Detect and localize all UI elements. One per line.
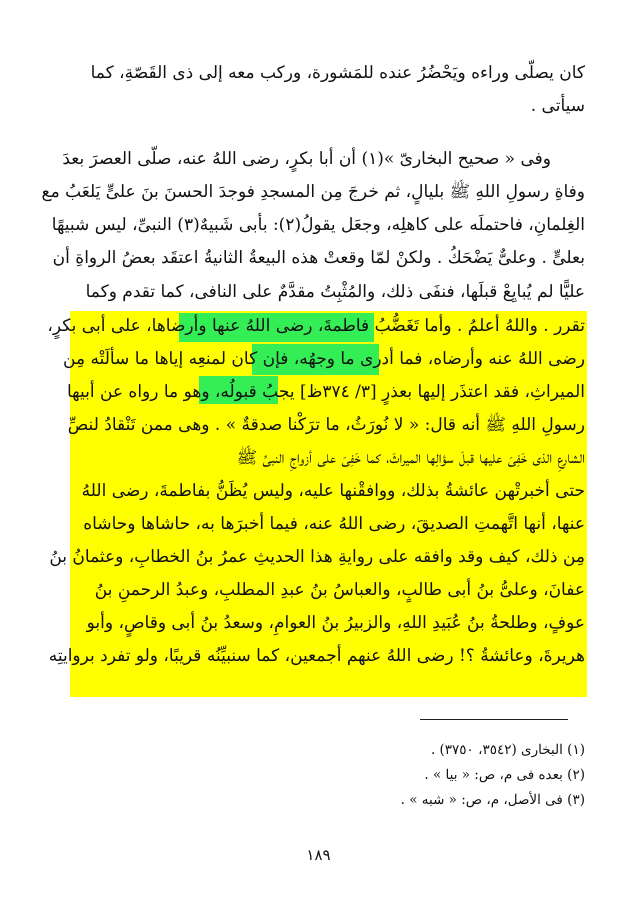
text-line: مِن ذلك، كيف وقد وافقه على روايةِ هذا الحديثِ عمرُ بنُ الخطابِ، وعثمانُ بنُ [49,547,585,567]
text-line: رضى اللهُ عنه وأرضاه، فما أدرى ما وجهُه، فإن كان لمنعِه إياها ما سألَتْه مِن [63,349,585,369]
footnote-separator [420,719,568,720]
text-line: بعلىٍّ . وعلىٌّ يَضْحَكُ . ولكنْ لمّا وقعتْ هذه البيعةُ الثانيةُ اعتقَد بعضُ الرواةِ أن [52,248,585,268]
text-line: وفى « صحيح البخارىّ »(١) أن أبا بكرٍ، رضى اللهُ عنه، صلّى العصرَ بعدَ [62,149,551,169]
text-line: الميراثِ، فقد اعتذَر إليها بعذرٍ [٣/ ٣٧٤ظ] يجبُ قبولُه، وهو ما رواه عن أبيها [66,382,585,402]
text-line: وفاةِ رسولِ اللهِ ﷺ بليالٍ، ثم خرجَ مِن المسجدِ فوجدَ الحسنَ بنَ علىٍّ يَلعَبُ مع [41,182,585,202]
text-line: عليًّا لم يُبايِعْ قبلَها، فنفَى ذلك، والمُثْبِتُ مقدَّمٌ على النافى، كما تقدم وكما [85,282,585,302]
text-line: تقرر . واللهُ أعلمُ . وأما تَغَضُّبُ فاطمةَ، رضى اللهُ عنها وأرضاها، على أبى بكرٍ، [47,316,585,336]
text-line: عنها، أنها اتَّهمتِ الصديقَ، رضى اللهُ عنه، فيما أخبرَها به، حاشاها وحاشاه [83,514,585,534]
text-line: عفانَ، وعلىُّ بنُ أبى طالبٍ، والعباسُ بنُ عبدِ المطلبِ، وعبدُ الرحمنِ بنُ [94,580,585,600]
footnote-1: (١) البخارى (٣٥٤٢، ٣٧٥٠) . [430,742,585,758]
text-line: سيأتى . [530,96,585,116]
text-line: كان يصلّى وراءه ويَحْضُرُ عنده للمَشورة، وركب معه إلى ذى القَصّةِ، كما [90,63,585,83]
text-line: الغِلمانِ، فاحتملَه على كاهلِه، وجعَل يقولُ(٢): بأبى شَبيهٌ(٣) النبىِّ، ليس شبيهًا [51,215,585,235]
text-line: هريرةَ، وعائشةُ ؟! رضى اللهُ عنهم أجمعين، كما سنبيِّنُه قريبًا، ولو تفرد بروايتِه [48,646,585,666]
text-line: حتى أخبرتْهن عائشةُ بذلك، ووافقْنها عليه، وليس يُظَنُّ بفاطمةَ، رضى اللهُ [81,481,585,501]
text-line: رسولِ اللهِ ﷺ أنه قال: « لا نُورَثُ، ما ترَكْنا صدقةٌ » . وهى ممن تَنْقادُ لنصِّ [67,415,585,435]
footnote-3: (٣) فى الأصل، م، ص: « شبه » . [400,792,585,808]
text-line: الشارعِ الذى خَفِىَ عليها قبلَ سؤالِها الميراثَ، كما خَفِىَ على أزواجِ النبىِّ ﷺ [236,448,585,468]
page-number: ١٨٩ [306,846,331,864]
footnote-2: (٢) بعده فى م، ص: « بيا » . [424,767,585,783]
text-line: عوفٍ، وطلحةُ بنُ عُبَيدِ اللهِ، والزبيرُ بنُ العوامِ، وسعدُ بنُ أبى وقاصٍ، وأبو [86,613,585,633]
